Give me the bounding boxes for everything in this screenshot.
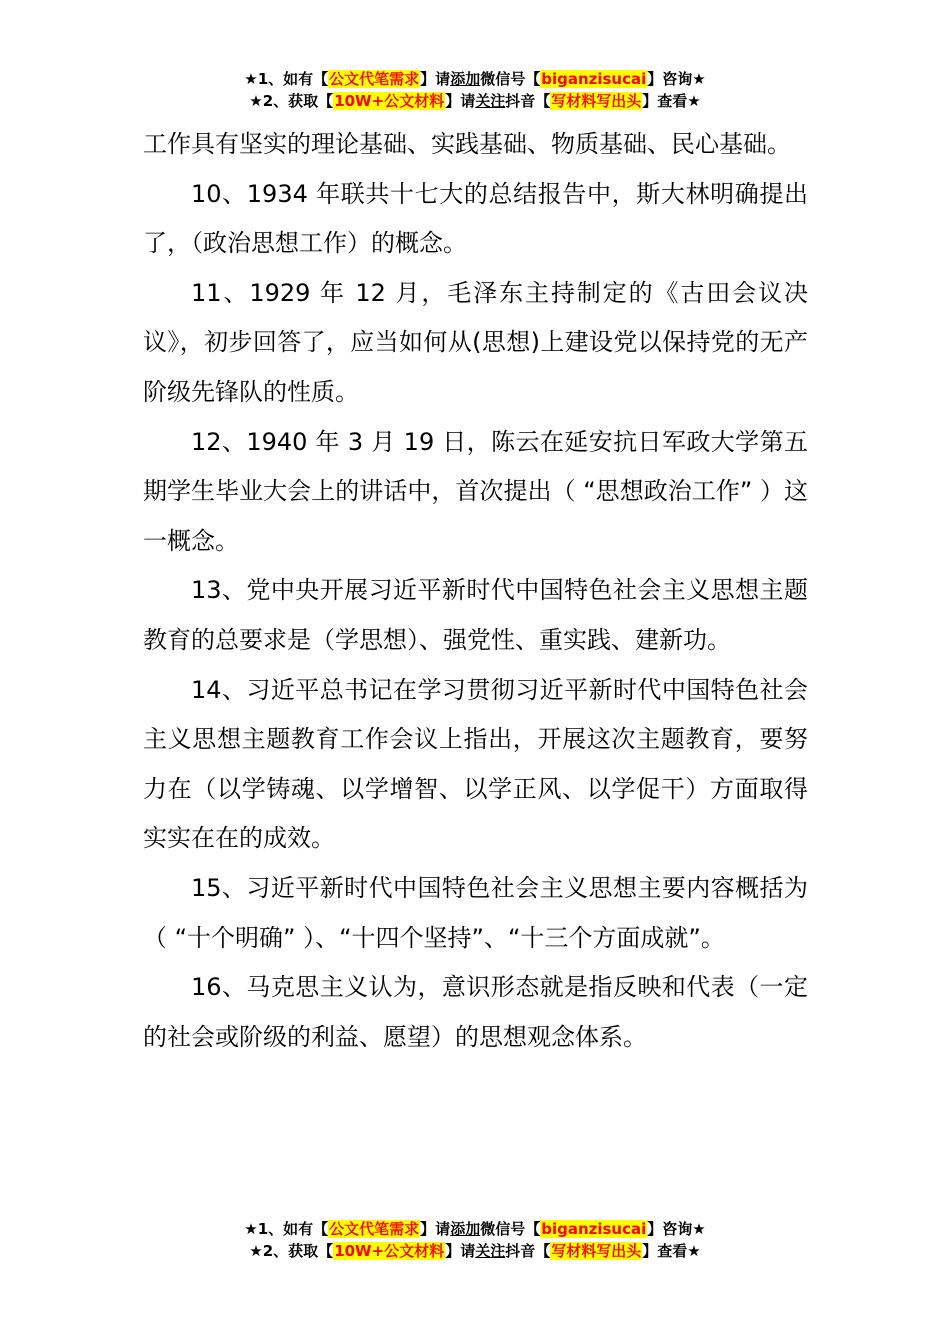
banner-text: ★2、获取【 (249, 92, 334, 110)
banner-line-2 (0, 1240, 950, 1262)
highlight-douyin-account: 写材料写出头 (551, 92, 642, 110)
highlight-douyin-account: 写材料写出头 (551, 1242, 642, 1260)
highlight-wechat-id: biganzisucai (541, 70, 647, 88)
banner-text: ★1、如有【 (244, 1220, 329, 1238)
paragraph-item-15: 15、习近平新时代中国特色社会主义思想主要内容概括为（ “十个明确” ）、“十四个坚持”、“十三个方面成就”。 (143, 873, 808, 952)
paragraph-item-13: 13、党中央开展习近平新时代中国特色社会主义思想主题教育的总要求是（学思想）、强党性、重实践、建新功。 (143, 576, 808, 654)
highlight-materials: 10W+公文材料 (334, 92, 445, 110)
banner-text: 】请 (445, 92, 476, 110)
banner-line-1 (0, 1218, 950, 1240)
document-body (143, 120, 808, 1062)
paragraph-continued: 工作具有坚实的理论基础、实践基础、物质基础、民心基础。 (143, 130, 791, 158)
banner-text: 】请 (420, 70, 451, 88)
banner-text: 】请 (445, 1242, 476, 1260)
banner-text: ★1、如有【 (244, 70, 329, 88)
banner-line-2 (0, 90, 950, 112)
highlight-wechat-id: biganzisucai (541, 1220, 647, 1238)
banner-text: 】咨询★ (647, 1220, 706, 1238)
banner-text: ★2、获取【 (249, 1242, 334, 1260)
paragraph-item-11: 11、1929 年 12 月，毛泽东主持制定的《古田会议决议》，初步回答了，应当如何从(思想)上建设党以保持党的无产阶级先锋队的性质。 (143, 278, 808, 406)
paragraph-item-14: 14、习近平总书记在学习贯彻习近平新时代中国特色社会主义思想主题教育工作会议上指出，开展这次主题教育，要努力在（以学铸魂、以学增智、以学正风、以学促干）方面取得实实在在的成效。 (143, 675, 808, 853)
paragraph-item-10: 10、1934 年联共十七大的总结报告中，斯大林明确提出了，（政治思想工作）的概念。 (143, 179, 808, 258)
banner-underlined: 关注 (475, 1242, 506, 1260)
banner-text: 】查看★ (642, 1242, 701, 1260)
banner-text: 微信号【 (480, 70, 541, 88)
banner-text: 】咨询★ (647, 70, 706, 88)
header-banner (0, 68, 950, 112)
banner-text: 抖音【 (505, 92, 551, 110)
banner-underlined: 添加 (450, 70, 481, 88)
paragraph-item-12: 12、1940 年 3 月 19 日，陈云在延安抗日军政大学第五期学生毕业大会上的讲话中，首次提出（ “思想政治工作” ）这一概念。 (143, 427, 808, 555)
paragraph-item-16: 16、马克思主义认为，意识形态就是指反映和代表（一定的社会或阶级的利益、愿望）的思想观念体系。 (143, 973, 808, 1051)
banner-text: 微信号【 (480, 1220, 541, 1238)
highlight-service: 公文代笔需求 (329, 1220, 420, 1238)
highlight-service: 公文代笔需求 (329, 70, 420, 88)
banner-underlined: 关注 (475, 92, 506, 110)
banner-text: 】请 (420, 1220, 451, 1238)
banner-text: 抖音【 (505, 1242, 551, 1260)
banner-text: 】查看★ (642, 92, 701, 110)
highlight-materials: 10W+公文材料 (334, 1242, 445, 1260)
footer-banner (0, 1218, 950, 1262)
banner-underlined: 添加 (450, 1220, 481, 1238)
banner-line-1 (0, 68, 950, 90)
